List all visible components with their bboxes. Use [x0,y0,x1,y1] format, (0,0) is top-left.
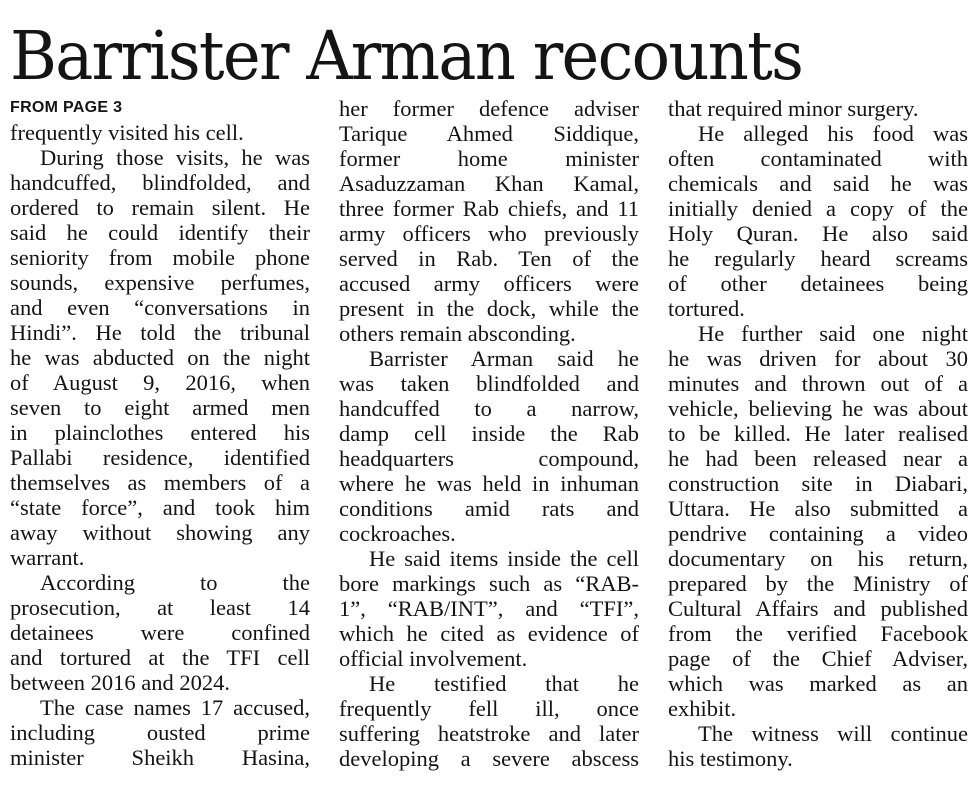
article-text-line: her former defence adviser [339,96,639,121]
article-text-line: where he was held in inhuman [339,471,639,496]
article-text-line: vehicle, believing he was about [668,396,968,421]
column-1 [10,96,310,770]
article-text-line: served in Rab. Ten of the [339,246,639,271]
article-text-line: to be killed. He later realised [668,421,968,446]
article-text-line: between 2016 and 2024. [10,670,230,695]
article-text-line: frequently visited his cell. [10,120,244,145]
article-text-line: He alleged his food was [698,121,968,146]
article-text-line: that required minor surgery. [668,96,919,121]
article-text-line: Cultural Affairs and published [668,596,968,621]
article-text-line: of August 9, 2016, when [10,370,310,395]
article-text-line: Barrister Arman said he [369,346,639,371]
article-text-line: handcuffed, blindfolded, and [10,170,310,195]
article-text-line: prepared by the Ministry of [668,571,968,596]
article-text-line: He said items inside the cell [369,546,639,571]
article-text-line: Pallabi residence, identified [10,445,310,470]
article-text-line: former home minister [339,146,639,171]
article-text-line: ordered to remain silent. He [10,195,310,220]
article-text-line: During those visits, he was [40,145,310,170]
article-text-line: According to the [40,570,310,595]
article-text-line: damp cell inside the Rab [339,421,639,446]
article-text-line: others remain absconding. [339,321,576,346]
article-text-line: sounds, expensive perfumes, [10,270,310,295]
article-text-line: official involvement. [339,646,528,671]
article-text-line: seven to eight armed men [10,395,310,420]
article-text-line: Uttara. He also submitted a [668,496,968,521]
article-text-line: said he could identify their [10,220,310,245]
article-text-line: documentary on his return, [668,546,968,571]
article-text-line: was taken blindfolded and [339,371,639,396]
article-text-line: he was abducted on the night [10,345,310,370]
continued-from-label: FROM PAGE 3 [10,99,123,116]
article-text-line: three former Rab chiefs, and 11 [339,196,639,221]
article-text-line: The case names 17 accused, [40,695,310,720]
article-text-line: minister Sheikh Hasina, [10,745,310,770]
column-3 [668,96,968,771]
article-text-line: detainees were confined [10,620,310,645]
article-text-line: exhibit. [668,696,737,721]
article-text-line: away without showing any [10,520,310,545]
article-text-line: “state force”, and took him [10,495,310,520]
article-text-line: chemicals and said he was [668,171,968,196]
article-text-line: Hindi”. He told the tribunal [10,320,310,345]
article-text-line: bore markings such as “RAB- [339,571,639,596]
article-text-line: which he cited as evidence of [339,621,639,646]
article-text-line: he regularly heard screams [668,246,968,271]
column-2 [339,96,639,771]
article-text-line: he was driven for about 30 [668,346,968,371]
article-text-line: in plainclothes entered his [10,420,310,445]
article-text-line: and tortured at the TFI cell [10,645,310,670]
article-text-line: he had been released near a [668,446,968,471]
article-text-line: handcuffed to a narrow, [339,396,639,421]
article-text-line: prosecution, at least 14 [10,595,310,620]
article-text-line: Tarique Ahmed Siddique, [339,121,639,146]
article-text-line: construction site in Diabari, [668,471,968,496]
article-text-line: Asaduzzaman Khan Kamal, [339,171,639,196]
article-text-line: suffering heatstroke and later [339,721,639,746]
article-text-line: army officers who previously [339,221,639,246]
article-text-line: his testimony. [668,746,793,771]
article-text-line: 1”, “RAB/INT”, and “TFI”, [339,596,639,621]
article-text-line: developing a severe abscess [339,746,639,771]
article-text-line: of other detainees being [668,271,968,296]
article-text-line: He further said one night [698,321,968,346]
article-text-line: frequently fell ill, once [339,696,639,721]
article-text-line: seniority from mobile phone [10,245,310,270]
article-text-line: conditions amid rats and [339,496,639,521]
article-text-line: minutes and thrown out of a [668,371,968,396]
headline: Barrister Arman recounts [10,17,803,95]
article-text-line: The witness will continue [698,721,968,746]
article-text-line: tortured. [668,296,745,321]
article-text-line: page of the Chief Adviser, [668,646,968,671]
article-text-line: Holy Quran. He also said [668,221,968,246]
article-text-line: accused army officers were [339,271,639,296]
article-text-line: initially denied a copy of the [668,196,968,221]
article-text-line: and even “conversations in [10,295,310,320]
article-text-line: cockroaches. [339,521,456,546]
article-text-line: present in the dock, while the [339,296,639,321]
article-text-line: headquarters compound, [339,446,639,471]
article-text-line: often contaminated with [668,146,968,171]
article-text-line: pendrive containing a video [668,521,968,546]
article-text-line: warrant. [10,545,85,570]
article-text-line: from the verified Facebook [668,621,968,646]
article-text-line: including ousted prime [10,720,310,745]
article-text-line: which was marked as an [668,671,968,696]
article-text-line: themselves as members of a [10,470,310,495]
article-text-line: He testified that he [369,671,639,696]
